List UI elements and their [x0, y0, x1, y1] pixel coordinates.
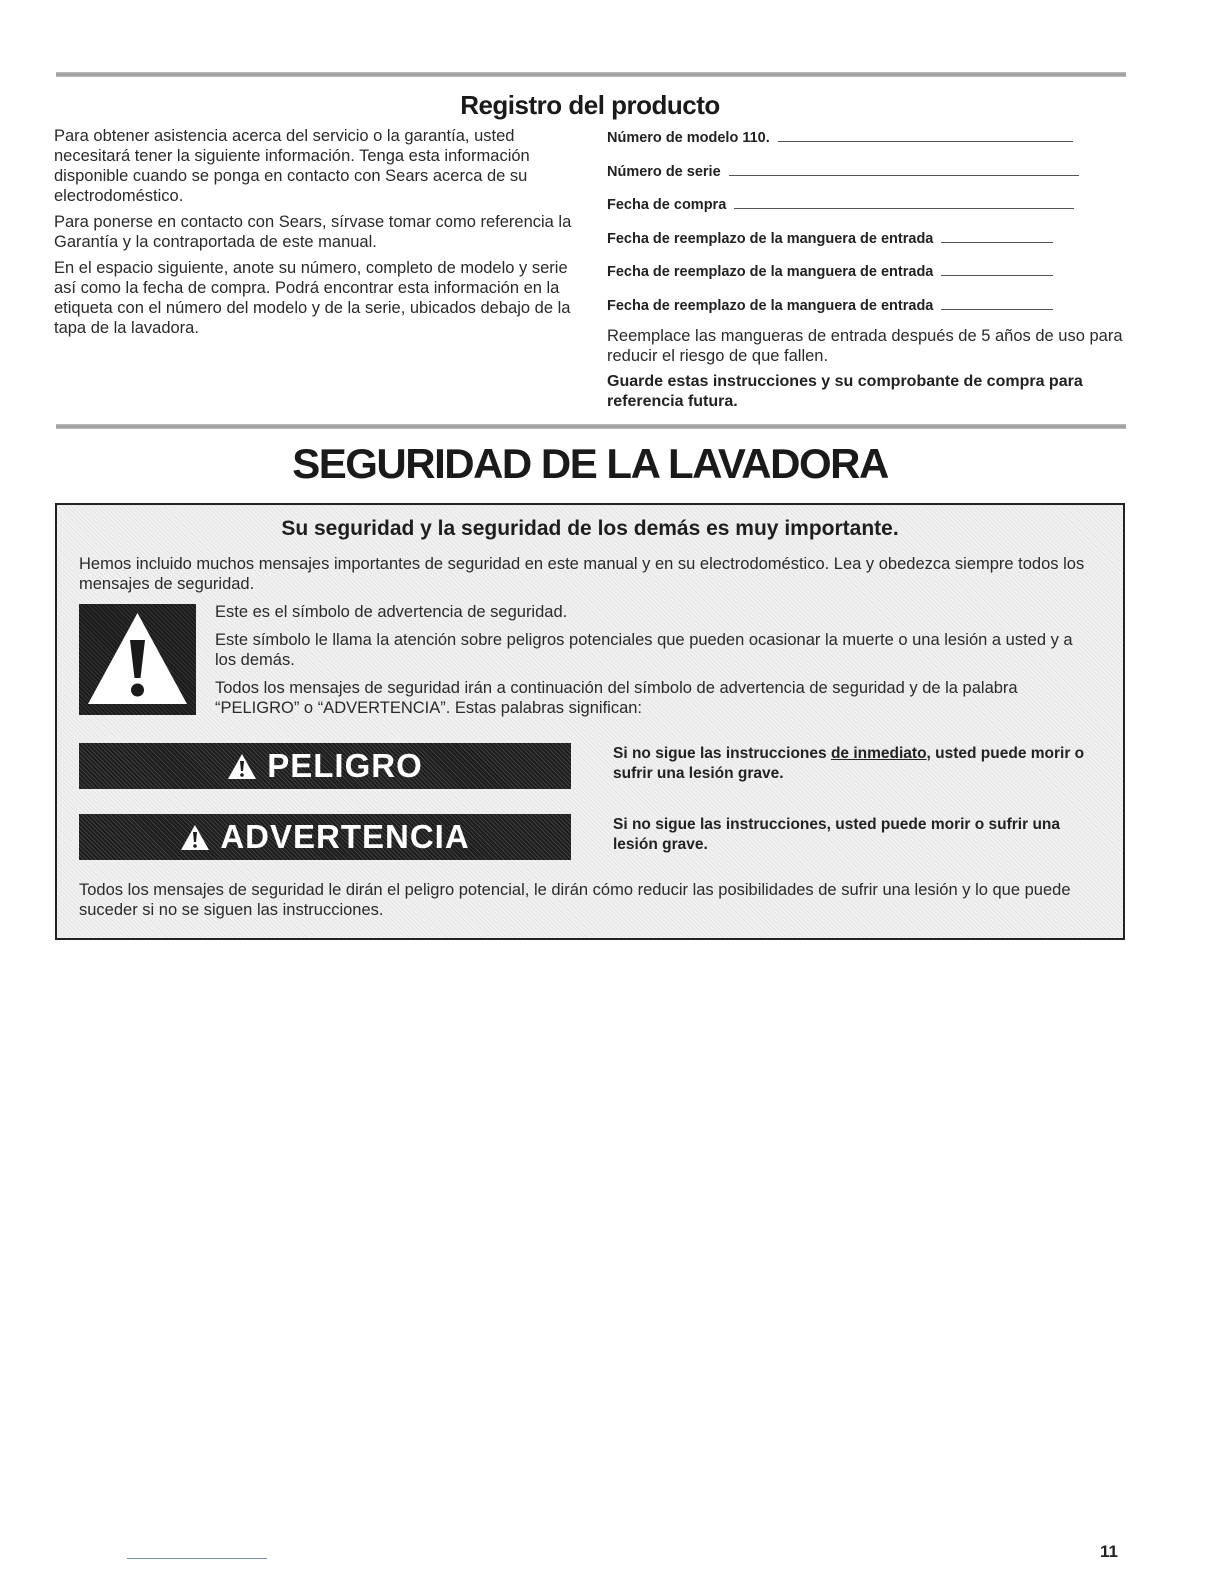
hose-replacement-field[interactable] — [607, 213, 1127, 247]
serial-number-label: Número de serie — [607, 163, 721, 180]
hose-replacement-field[interactable] — [607, 280, 1127, 314]
registration-form — [607, 126, 1127, 412]
hose-replacement-blank[interactable] — [941, 309, 1053, 310]
warning-triangle-icon — [227, 753, 257, 780]
safety-alert-icon — [79, 604, 196, 715]
hose-replacement-label: Fecha de reemplazo de la manguera de entrada — [607, 297, 934, 314]
danger-description — [613, 744, 1103, 784]
purchase-date-blank[interactable] — [734, 208, 1074, 209]
model-number-label: Número de modelo 110. — [607, 130, 770, 146]
registration-fields — [607, 126, 1127, 314]
registration-paragraph: Para ponerse en contacto con Sears, sírvase tomar como referencia la Garantía y la contraportada de este manual. — [54, 213, 572, 251]
registration-paragraph: Para obtener asistencia acerca del servicio o la garantía, usted necesitará tener la siguiente información. Tenga esta información disponible cuando se ponga en contacto con Sears acerca de su electrodoméstico. — [54, 127, 530, 205]
registration-instructions — [54, 126, 574, 344]
footer-line — [127, 1558, 267, 1559]
warning-banner — [79, 814, 571, 860]
hose-replacement-label: Fecha de reemplazo de la manguera de entrada — [607, 230, 934, 247]
section-rule — [56, 424, 1126, 429]
warning-triangle-icon — [180, 824, 210, 851]
registration-title: Registro del producto — [460, 90, 720, 120]
danger-text-end: , usted puede morir o sufrir una lesión grave. — [613, 745, 1085, 782]
model-number-blank[interactable] — [778, 141, 1073, 142]
danger-text-emphasis: de inmediato — [830, 745, 927, 762]
safety-intro: Hemos incluido muchos mensajes importantes de seguridad en este manual y en su electrodoméstico. Lea y obedezca siempre todos los mensajes de seguridad. — [79, 555, 1085, 593]
warning-label: ADVERTENCIA — [220, 818, 470, 855]
serial-number-field[interactable] — [607, 146, 1127, 180]
top-rule — [56, 72, 1126, 77]
purchase-date-label: Fecha de compra — [607, 197, 727, 213]
hose-replacement-blank[interactable] — [941, 242, 1053, 243]
symbol-description: Este es el símbolo de advertencia de seguridad. — [215, 603, 568, 621]
safety-title: SEGURIDAD DE LA LAVADORA — [292, 440, 888, 487]
hose-replacement-blank[interactable] — [941, 275, 1053, 276]
save-instructions-note: Guarde estas instrucciones y su comprobante de compra para referencia futura. — [607, 372, 1083, 410]
danger-label: PELIGRO — [267, 747, 423, 784]
symbol-description: Todos los mensajes de seguridad irán a continuación del símbolo de advertencia de seguridad y de la palabra “PELIGRO” o “ADVERTENCIA”. Estas palabras significan: — [215, 679, 1018, 717]
safety-message-box — [55, 503, 1125, 940]
symbol-description: Este símbolo le llama la atención sobre peligros potenciales que pueden ocasionar la muerte o una lesión a usted y a los demás. — [215, 631, 1073, 669]
registration-paragraph: En el espacio siguiente, anote su número, completo de modelo y serie así como la fecha de compra. Podrá encontrar esta información en la etiqueta con el número del modelo y de la serie, ubicados debajo de la tapa de la lavadora. — [54, 259, 571, 337]
model-number-field[interactable] — [607, 126, 1127, 146]
hose-replacement-note: Reemplace las mangueras de entrada después de 5 años de uso para reducir el riesgo de que fallen. — [607, 326, 1123, 365]
danger-text-start: Si no sigue las instrucciones — [613, 745, 831, 762]
danger-banner — [79, 743, 571, 789]
safety-heading: Su seguridad y la seguridad de los demás es muy importante. — [281, 517, 899, 540]
serial-number-blank[interactable] — [729, 175, 1079, 176]
hose-replacement-field[interactable] — [607, 247, 1127, 281]
hose-replacement-label: Fecha de reemplazo de la manguera de entrada — [607, 264, 934, 280]
warning-description: Si no sigue las instrucciones, usted puede morir o sufrir una lesión grave. — [613, 816, 1061, 853]
safety-closing: Todos los mensajes de seguridad le dirán el peligro potencial, le dirán cómo reducir las posibilidades de sufrir una lesión y lo que puede suceder si no se siguen las instrucciones. — [79, 881, 1071, 919]
page-number: 11 — [1100, 1542, 1118, 1561]
purchase-date-field[interactable] — [607, 180, 1127, 214]
